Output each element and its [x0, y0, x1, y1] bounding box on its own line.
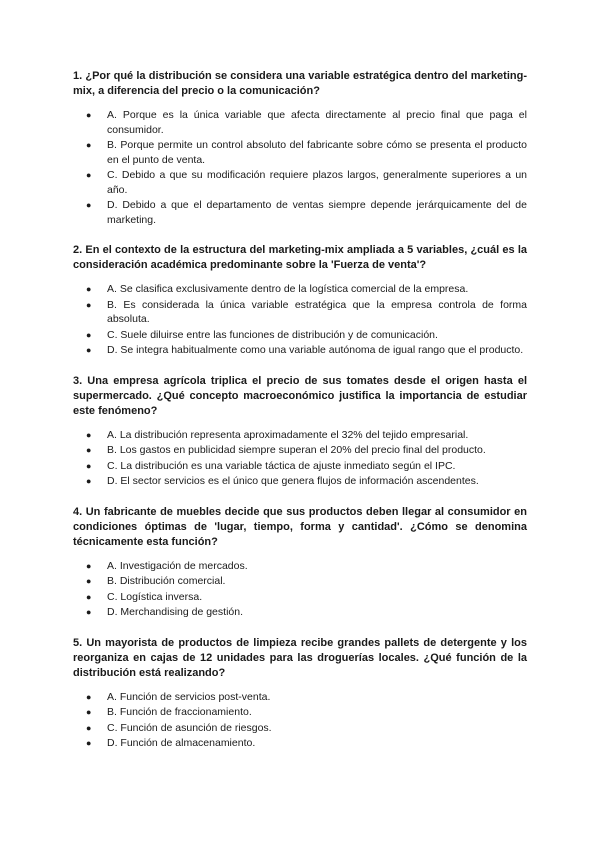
question-1-title: 1. ¿Por qué la distribución se considera una variable estratégica dentro del marketing-mix, a diferencia del precio o la comunicación? [73, 70, 527, 97]
question-3-options [73, 428, 527, 489]
question-3-option-c [73, 459, 527, 474]
option-text: A. Función de servicios post-venta. [107, 690, 271, 703]
option-text: C. Debido a que su modificación requiere plazos largos, generalmente superiores a un año. [107, 169, 527, 196]
option-text: C. Logística inversa. [107, 590, 203, 603]
bullet-icon: ● [86, 429, 92, 440]
bullet-icon: ● [86, 591, 92, 602]
bullet-icon: ● [86, 140, 92, 150]
question-2-option-c [73, 328, 527, 343]
question-2-option-b [73, 298, 527, 327]
question-4-options [73, 559, 527, 620]
option-text: D. Merchandising de gestión. [107, 606, 243, 618]
question-2-option-d [73, 343, 527, 358]
bullet-icon: ● [86, 110, 92, 120]
question-5-options [73, 690, 527, 751]
bullet-icon: ● [86, 691, 92, 702]
option-text: D. Función de almacenamiento. [107, 737, 256, 749]
question-5-title: 5. Un mayorista de productos de limpieza recibe grandes pallets de detergente y los reorganiza en cajas de 12 unidades para las droguerías locales. ¿Qué función de la distribución está realizando? [73, 636, 527, 679]
question-4-title: 4. Un fabricante de muebles decide que sus productos deben llegar al consumidor en condiciones óptimas de 'lugar, tiempo, forma y cantidad'. ¿Cómo se denomina técnicamente esta función? [73, 505, 527, 548]
option-text: C. Función de asunción de riesgos. [107, 721, 272, 734]
question-5-option-b [73, 705, 527, 720]
bullet-icon: ● [86, 299, 92, 310]
bullet-icon: ● [86, 345, 92, 355]
question-3-option-b [73, 443, 527, 458]
bullet-icon: ● [86, 200, 92, 210]
bullet-icon: ● [86, 722, 92, 733]
question-1-option-b [73, 138, 527, 167]
question-3 [73, 374, 527, 489]
question-1 [73, 69, 527, 227]
question-3-option-d [73, 474, 527, 489]
question-5 [73, 636, 527, 751]
option-text: B. Los gastos en publicidad siempre superan el 20% del precio final del producto. [107, 444, 486, 456]
question-5-option-a [73, 690, 527, 705]
question-4-option-b [73, 574, 527, 589]
question-2-options [73, 282, 527, 358]
option-text: A. Se clasifica exclusivamente dentro de la logística comercial de la empresa. [107, 283, 469, 295]
bullet-icon: ● [86, 476, 92, 486]
question-1-options [73, 108, 527, 227]
option-text: A. Investigación de mercados. [107, 559, 248, 572]
option-text: B. Es considerada la única variable estratégica que la empresa controla de forma absoluta. [107, 298, 527, 325]
question-1-option-a [73, 108, 527, 137]
option-text: B. Distribución comercial. [107, 575, 226, 587]
question-4-option-a [73, 559, 527, 574]
question-4-option-c [73, 590, 527, 605]
bullet-icon: ● [86, 460, 92, 471]
option-text: C. La distribución es una variable táctica de ajuste inmediato según el IPC. [107, 459, 456, 472]
question-3-option-a [73, 428, 527, 443]
bullet-icon: ● [86, 607, 92, 617]
bullet-icon: ● [86, 707, 92, 717]
question-1-option-c [73, 168, 527, 197]
question-2-option-a [73, 282, 527, 297]
question-3-title: 3. Una empresa agrícola triplica el precio de sus tomates desde el origen hasta el supermercado. ¿Qué concepto macroeconómico justifica la importancia de estudiar este fenómeno? [73, 374, 527, 417]
bullet-icon: ● [86, 445, 92, 455]
option-text: B. Función de fraccionamiento. [107, 706, 252, 718]
question-5-option-d [73, 736, 527, 751]
option-text: C. Suele diluirse entre las funciones de distribución y de comunicación. [107, 328, 438, 341]
option-text: B. Porque permite un control absoluto del fabricante sobre cómo se presenta el producto en el punto de venta. [107, 139, 527, 166]
option-text: A. La distribución representa aproximadamente el 32% del tejido empresarial. [107, 428, 469, 441]
question-1-option-d [73, 198, 527, 227]
question-4 [73, 505, 527, 620]
bullet-icon: ● [86, 738, 92, 748]
option-text: D. Debido a que el departamento de ventas siempre depende jerárquicamente del de marketing. [107, 199, 527, 226]
question-2 [73, 243, 527, 358]
bullet-icon: ● [86, 329, 92, 340]
option-text: D. El sector servicios es el único que genera flujos de información ascendentes. [107, 475, 479, 487]
question-4-option-d [73, 605, 527, 620]
option-text: D. Se integra habitualmente como una variable autónoma de igual rango que el producto. [107, 344, 524, 356]
bullet-icon: ● [86, 170, 92, 180]
question-2-title: 2. En el contexto de la estructura del marketing-mix ampliada a 5 variables, ¿cuál es la consideración académica predominante sobre la 'Fuerza de venta'? [73, 244, 527, 271]
bullet-icon: ● [86, 284, 92, 294]
bullet-icon: ● [86, 560, 92, 571]
option-text: A. Porque es la única variable que afecta directamente al precio final que paga el consumidor. [107, 109, 527, 136]
bullet-icon: ● [86, 576, 92, 586]
question-5-option-c [73, 721, 527, 736]
